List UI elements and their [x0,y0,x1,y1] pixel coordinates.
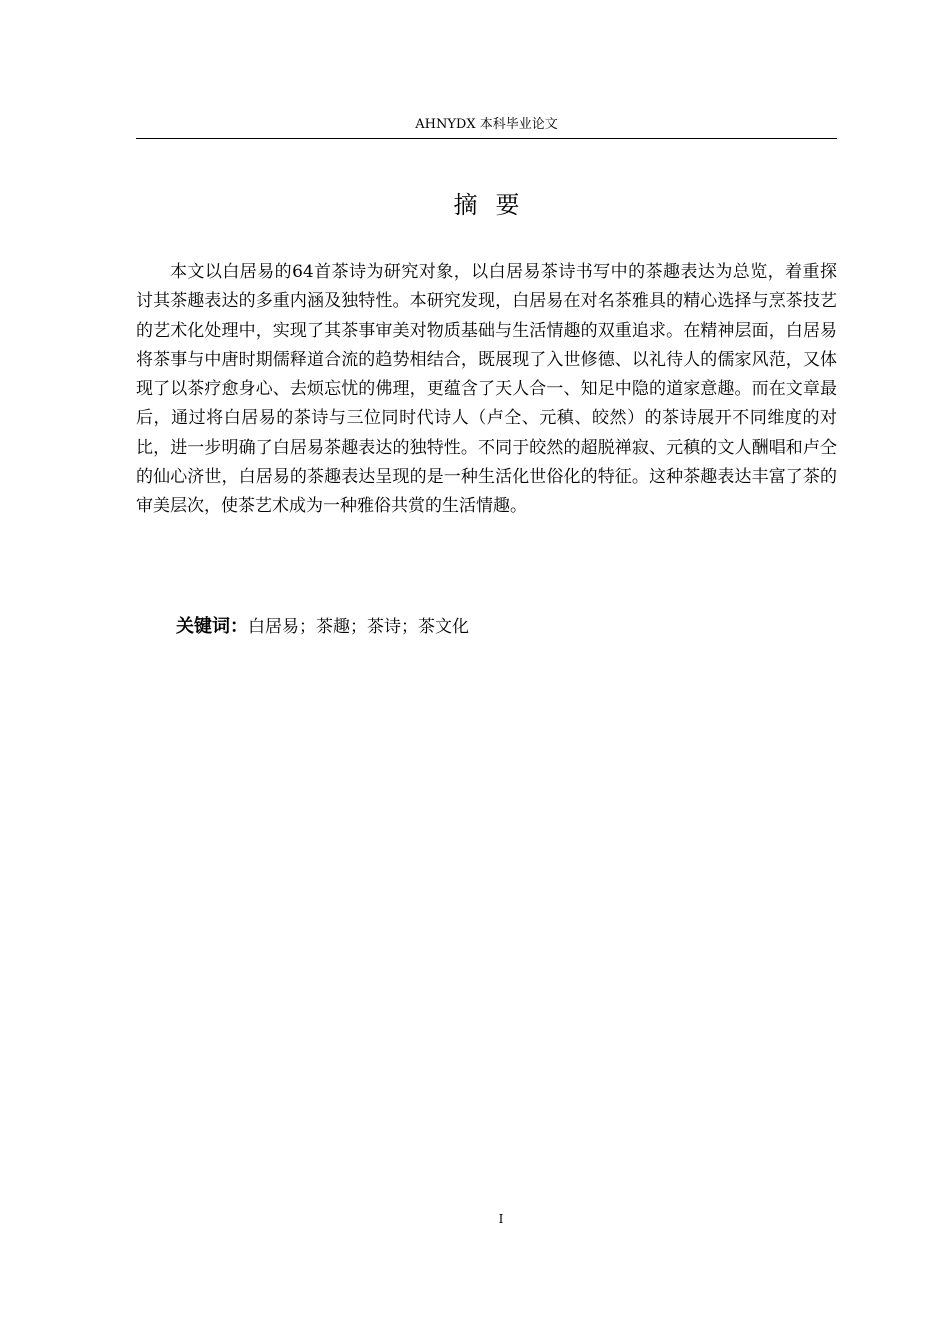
abstract-title: 摘要 [453,191,538,219]
page-number: I [498,1212,504,1226]
keywords-value: 白居易；茶趣；茶诗；茶文化 [248,617,469,637]
running-header [136,116,837,139]
abstract-body: 本文以白居易的64首茶诗为研究对象，以白居易茶诗书写中的茶趣表达为总览，着重探讨其茶趣表达的多重内涵及独特性。本研究发现，白居易在对名茶雅具的精心选择与烹茶技艺的艺术化处理中，实现了其茶事审美对物质基础与生活情趣的双重追求。在精神层面，白居易将茶事与中唐时期儒释道合流的趋势相结合，既展现了入世修德、以礼待人的儒家风范，又体现了以茶疗愈身心、去烦忘忧的佛理，更蕴含了天人合一、知足中隐的道家意趣。而在文章最后，通过将白居易的茶诗与三位同时代诗人（卢仝、元稹、皎然）的茶诗展开不同维度的对比，进一步明确了白居易茶趣表达的独特性。不同于皎然的超脱禅寂、元稹的文人酬唱和卢仝的仙心济世，白居易的茶趣表达呈现的是一种生活化世俗化的特征。这种茶趣表达丰富了茶的审美层次，使茶艺术成为一种雅俗共赏的生活情趣。 [136,262,837,517]
keywords-line [176,612,837,642]
keywords-label: 关键词： [176,616,248,637]
running-header-text: AHNYDX 本科毕业论文 [415,117,558,132]
